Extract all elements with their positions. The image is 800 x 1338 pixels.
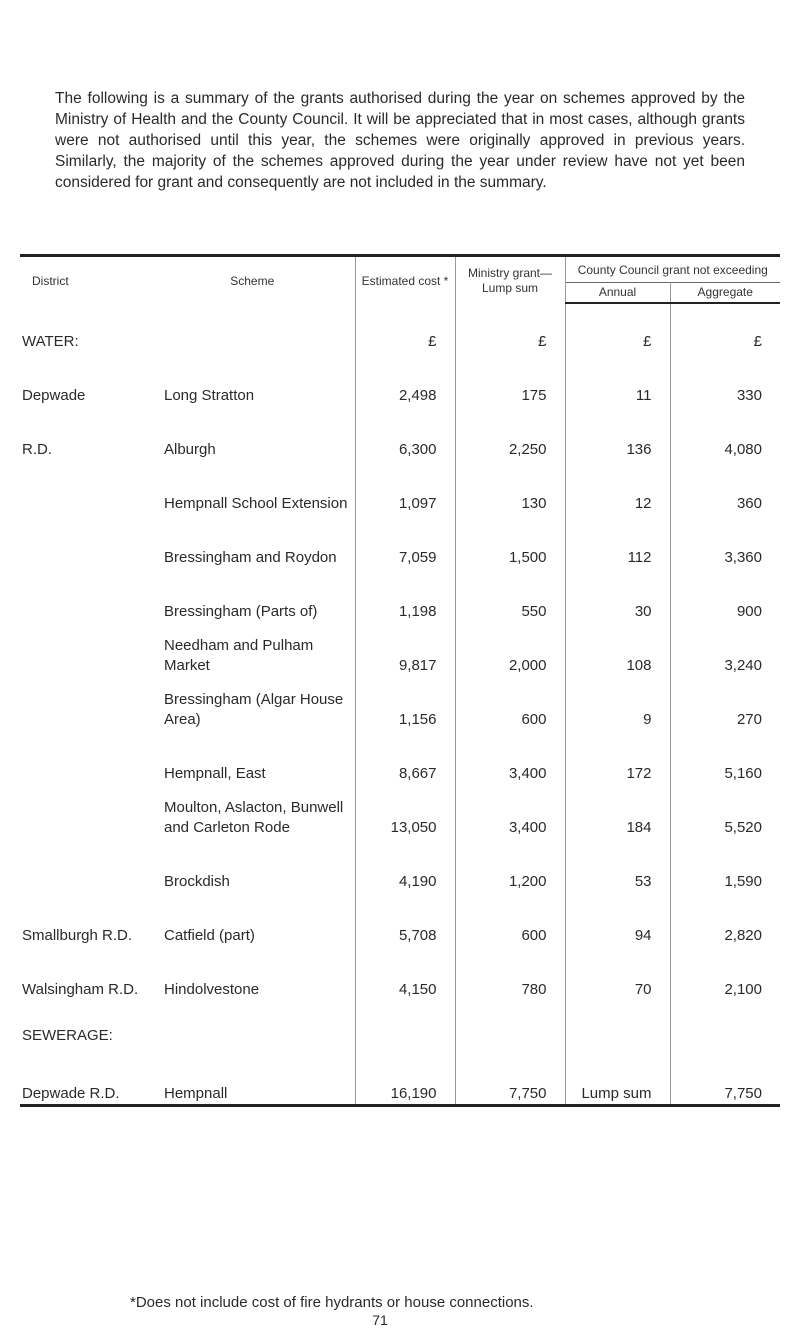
- estimated-cost-cell: 1,156: [355, 676, 455, 730]
- table-row: [20, 1000, 780, 1046]
- ministry-grant-cell: 780: [455, 946, 565, 1000]
- aggregate-grant-cell: 3,240: [670, 622, 780, 676]
- table-row: [20, 303, 780, 352]
- scheme-cell: [150, 303, 355, 352]
- aggregate-grant-cell: 900: [670, 568, 780, 622]
- annual-grant-cell: 70: [565, 946, 670, 1000]
- scheme-cell: Moulton, Aslacton, Bunwell and Carleton Rode: [164, 799, 344, 836]
- estimated-cost-cell: 5,708: [355, 892, 455, 946]
- table-row: [20, 460, 780, 514]
- aggregate-grant-cell: 270: [670, 676, 780, 730]
- annual-grant-cell: [565, 1000, 670, 1046]
- district-cell: [20, 622, 150, 676]
- annual-grant-cell: 11: [565, 352, 670, 406]
- ministry-grant-cell: £: [455, 303, 565, 352]
- estimated-cost-cell: £: [355, 303, 455, 352]
- table-row: [20, 784, 780, 838]
- aggregate-grant-cell: 330: [670, 352, 780, 406]
- district-cell: Smallburgh R.D.: [22, 927, 133, 944]
- header-aggregate: Aggregate: [670, 283, 780, 304]
- estimated-cost-cell: 1,198: [355, 568, 455, 622]
- estimated-cost-cell: 9,817: [355, 622, 455, 676]
- aggregate-grant-cell: 1,590: [670, 838, 780, 892]
- scheme-cell: Hempnall School Extension: [164, 495, 348, 512]
- ministry-grant-cell: 1,500: [455, 514, 565, 568]
- aggregate-grant-cell: 360: [670, 460, 780, 514]
- district-cell: R.D.: [22, 441, 52, 458]
- district-cell: [20, 460, 150, 514]
- header-ministry-grant: Ministry grant— Lump sum: [455, 256, 565, 304]
- aggregate-grant-cell: [670, 1000, 780, 1046]
- district-cell: [20, 784, 150, 838]
- table-row: [20, 406, 780, 460]
- annual-grant-cell: 94: [565, 892, 670, 946]
- ministry-grant-cell: 175: [455, 352, 565, 406]
- annual-grant-cell: £: [565, 303, 670, 352]
- estimated-cost-cell: 1,097: [355, 460, 455, 514]
- scheme-cell: Needham and Pulham Market: [164, 637, 314, 674]
- scheme-cell: Bressingham (Parts of): [164, 603, 318, 620]
- district-cell: [20, 514, 150, 568]
- annual-grant-cell: 108: [565, 622, 670, 676]
- table-row: [20, 1046, 780, 1106]
- annual-grant-cell: 112: [565, 514, 670, 568]
- district-cell: [20, 838, 150, 892]
- estimated-cost-cell: 4,150: [355, 946, 455, 1000]
- header-annual: Annual: [565, 283, 670, 304]
- estimated-cost-cell: 2,498: [355, 352, 455, 406]
- estimated-cost-cell: 4,190: [355, 838, 455, 892]
- annual-grant-cell: 53: [565, 838, 670, 892]
- annual-grant-cell: 184: [565, 784, 670, 838]
- ministry-grant-cell: 3,400: [455, 730, 565, 784]
- table-row: [20, 730, 780, 784]
- table-row: [20, 676, 780, 730]
- ministry-grant-cell: 2,250: [455, 406, 565, 460]
- intro-paragraph: The following is a summary of the grants authorised during the year on schemes approved by the Ministry of Health and the County Council. It will be appreciated that in most cases, although grants were not authorised until this year, the schemes were originally approved in previous years. Similarly, the majority of the schemes approved during the year under review have not yet been considered for grant and consequently are not included in the summary.: [55, 90, 745, 191]
- estimated-cost-cell: [355, 1000, 455, 1046]
- header-scheme: Scheme: [150, 256, 355, 304]
- table-row: [20, 838, 780, 892]
- district-cell: Depwade R.D.: [20, 1046, 150, 1106]
- aggregate-grant-cell: 5,160: [670, 730, 780, 784]
- scheme-cell: Long Stratton: [164, 387, 255, 404]
- annual-grant-cell: 172: [565, 730, 670, 784]
- district-cell: [20, 676, 150, 730]
- ministry-grant-cell: [455, 1000, 565, 1046]
- table-row: [20, 352, 780, 406]
- ministry-grant-cell: 600: [455, 676, 565, 730]
- ministry-grant-cell: 130: [455, 460, 565, 514]
- table-header-row: [20, 256, 780, 283]
- ministry-grant-cell: 3,400: [455, 784, 565, 838]
- ministry-grant-cell: 2,000: [455, 622, 565, 676]
- annual-grant-cell: Lump sum: [565, 1046, 670, 1106]
- scheme-cell: Bressingham and Roydon: [164, 549, 337, 566]
- table-row: [20, 946, 780, 1000]
- aggregate-grant-cell: 5,520: [670, 784, 780, 838]
- aggregate-grant-cell: 2,100: [670, 946, 780, 1000]
- table-row: [20, 622, 780, 676]
- page-number: 71: [372, 1312, 388, 1328]
- annual-grant-cell: 136: [565, 406, 670, 460]
- header-county-council-grant: County Council grant not exceeding: [565, 256, 780, 283]
- ministry-grant-cell: 7,750: [455, 1046, 565, 1106]
- aggregate-grant-cell: 7,750: [670, 1046, 780, 1106]
- scheme-cell: Catfield (part): [164, 927, 255, 944]
- district-cell: Walsingham R.D.: [22, 981, 139, 998]
- estimated-cost-cell: 13,050: [355, 784, 455, 838]
- estimated-cost-cell: 8,667: [355, 730, 455, 784]
- ministry-grant-cell: 1,200: [455, 838, 565, 892]
- district-cell: WATER:: [22, 333, 79, 350]
- aggregate-grant-cell: 4,080: [670, 406, 780, 460]
- estimated-cost-cell: 16,190: [355, 1046, 455, 1106]
- scheme-cell: Brockdish: [164, 873, 230, 890]
- district-cell: [20, 568, 150, 622]
- aggregate-grant-cell: 2,820: [670, 892, 780, 946]
- annual-grant-cell: 12: [565, 460, 670, 514]
- aggregate-grant-cell: 3,360: [670, 514, 780, 568]
- district-cell: [20, 730, 150, 784]
- scheme-cell: Hempnall, East: [164, 765, 266, 782]
- grants-summary-table: [20, 254, 780, 1107]
- table-row: [20, 514, 780, 568]
- scheme-cell: Alburgh: [164, 441, 216, 458]
- scheme-cell: Hindolvestone: [164, 981, 260, 998]
- district-cell: Depwade: [22, 387, 86, 404]
- aggregate-grant-cell: £: [670, 303, 780, 352]
- annual-grant-cell: 30: [565, 568, 670, 622]
- footnote: *Does not include cost of fire hydrants or house connections.: [130, 1294, 534, 1311]
- estimated-cost-cell: 7,059: [355, 514, 455, 568]
- ministry-grant-cell: 550: [455, 568, 565, 622]
- scheme-cell: [150, 1000, 355, 1046]
- table-row: [20, 892, 780, 946]
- header-district: District: [20, 256, 150, 304]
- scheme-cell: Hempnall: [150, 1046, 355, 1106]
- ministry-grant-cell: 600: [455, 892, 565, 946]
- district-cell: SEWERAGE:: [22, 1027, 113, 1044]
- annual-grant-cell: 9: [565, 676, 670, 730]
- estimated-cost-cell: 6,300: [355, 406, 455, 460]
- scheme-cell: Bressingham (Algar House Area): [164, 691, 344, 728]
- header-estimated-cost: Estimated cost *: [355, 256, 455, 304]
- table-row: [20, 568, 780, 622]
